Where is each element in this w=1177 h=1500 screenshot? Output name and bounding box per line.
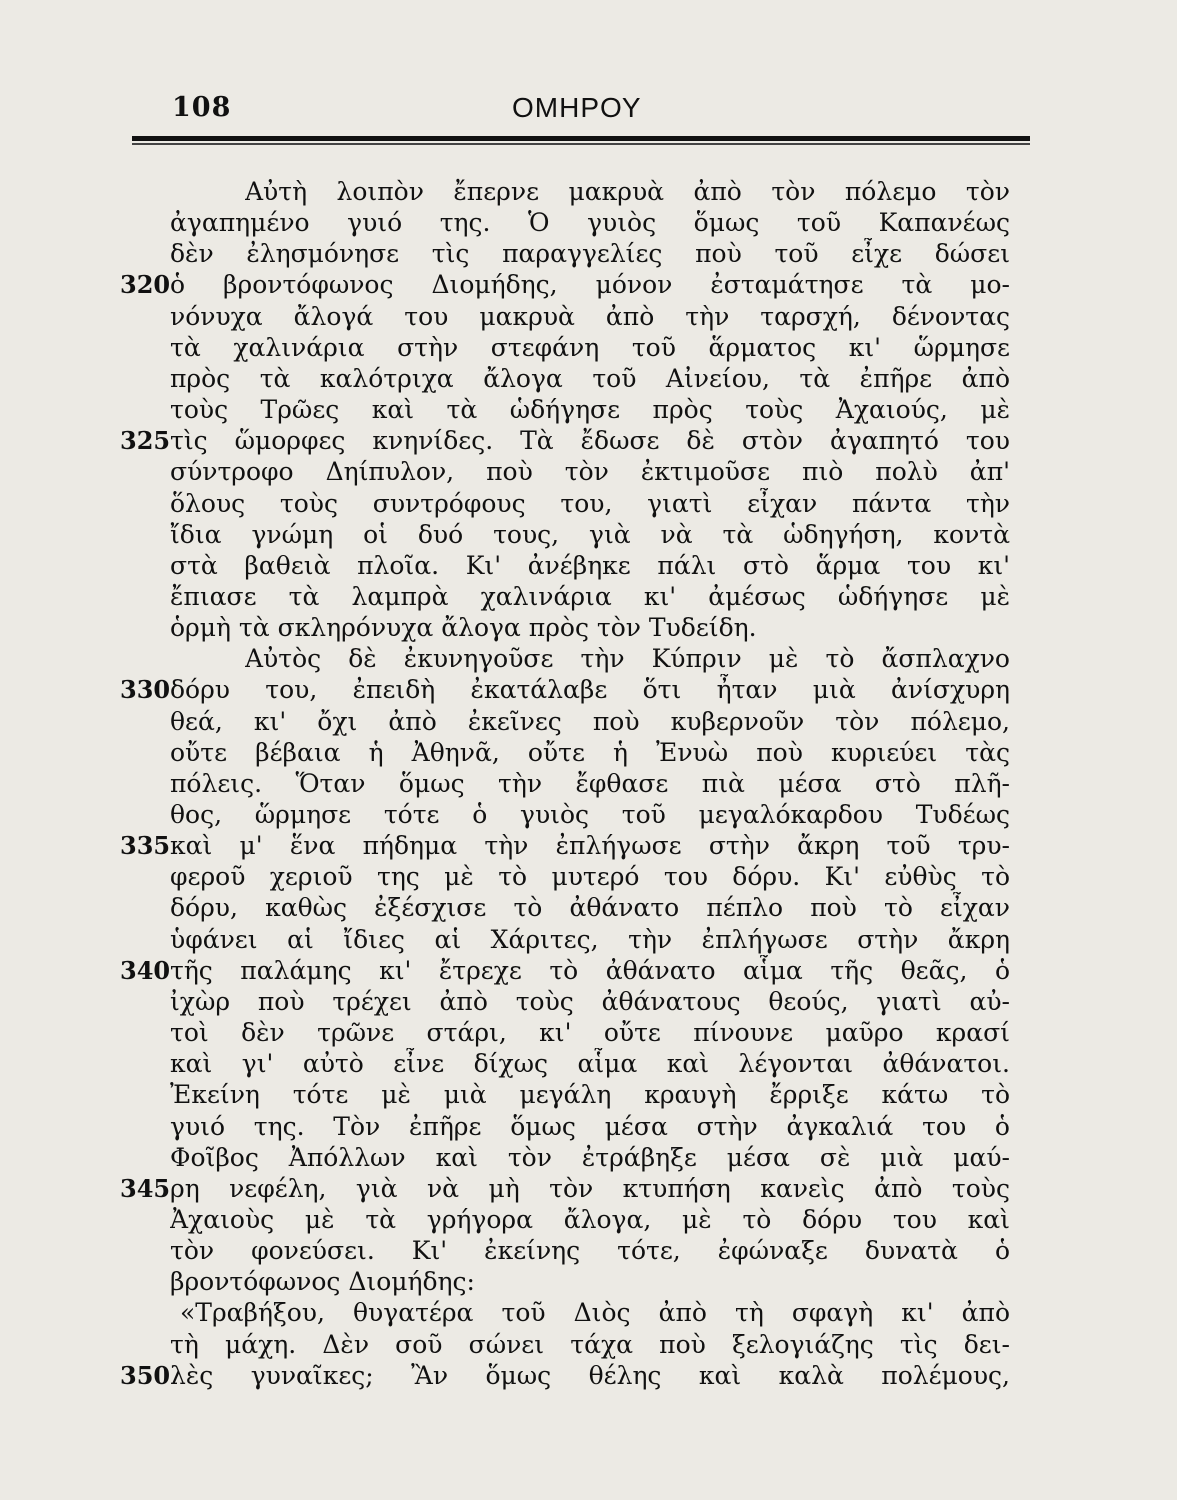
line-text: φεροῦ χεριοῦ της μὲ τὸ μυτερό του δόρυ. Κι' εὐθὺς τὸ (170, 862, 1010, 892)
text-line (0, 643, 1177, 675)
line-text: γυιό της. Τὸν ἐπῆρε ὅμως μέσα στὴν ἀγκαλιά του ὁ (170, 1111, 1010, 1141)
line-text: Αὐτὸς δὲ ἐκυνηγοῦσε τὴν Κύπριν μὲ τὸ ἄσπλαχνο (245, 644, 1010, 674)
verse-number: 345 (120, 1173, 171, 1203)
line-text: βροντόφωνος Διομήδης: (170, 1267, 475, 1297)
text-line (0, 1360, 1177, 1392)
text-line (0, 1079, 1177, 1111)
text-line (0, 768, 1177, 800)
line-text: ὑφάνει αἱ ἴδιες αἱ Χάριτες, τὴν ἐπλήγωσε στὴν ἄκρη (170, 924, 1010, 954)
line-text: Φοῖβος Ἀπόλλων καὶ τὸν ἐτράβηξε μέσα σὲ μιὰ μαύ- (170, 1142, 1010, 1172)
line-text: Ἀχαιοὺς μὲ τὰ γρήγορα ἄλογα, μὲ τὸ δόρυ του καὶ (170, 1204, 1010, 1234)
line-text: Αὐτὴ λοιπὸν ἔπερνε μακρυὰ ἀπὸ τὸν πόλεμο τὸν (245, 177, 1010, 206)
text-line (0, 1048, 1177, 1080)
text-line (0, 456, 1177, 488)
text-line (0, 1329, 1177, 1361)
text-line (0, 1204, 1177, 1236)
text-line (0, 176, 1177, 208)
text-line (0, 581, 1177, 613)
line-text: τὸν φονεύσει. Κι' ἐκείνης τότε, ἐφώναξε δυνατὰ ὁ (170, 1236, 1010, 1266)
text-line (0, 799, 1177, 831)
line-text: τοὺς Τρῶες καὶ τὰ ὡδήγησε πρὸς τοὺς Ἀχαιούς, μὲ (170, 395, 1010, 425)
verse-number: 325 (120, 426, 171, 456)
text-line (0, 519, 1177, 551)
line-text: Ἐκείνη τότε μὲ μιὰ μεγάλη κραυγὴ ἔρριξε κάτω τὸ (170, 1080, 1010, 1110)
verse-number: 335 (120, 831, 171, 861)
line-text: σύντροφο Δηίπυλον, ποὺ τὸν ἐκτιμοῦσε πιὸ πολὺ ἀπ' (170, 457, 1010, 487)
line-text: λὲς γυναῖκες; Ἂν ὅμως θέλης καὶ καλὰ πολέμους, (170, 1360, 1010, 1390)
line-text: «Τραβήξου, θυγατέρα τοῦ Διὸς ἀπὸ τὴ σφαγὴ κι' ἀπὸ (180, 1298, 1010, 1328)
text-line (0, 986, 1177, 1018)
line-text: θος, ὥρμησε τότε ὁ γυιὸς τοῦ μεγαλόκαρδου Τυδέως (170, 800, 1010, 829)
line-text: πρὸς τὰ καλότριχα ἄλογα τοῦ Αἰνείου, τὰ ἐπῆρε ἀπὸ (170, 363, 1010, 393)
text-line (0, 301, 1177, 333)
line-text: ἀγαπημένο γυιό της. Ὁ γυιὸς ὅμως τοῦ Καπανέως (170, 208, 1010, 238)
line-text: νόνυχα ἄλογά του μακρυὰ ἀπὸ τὴν ταρσχή, δένοντας (170, 301, 1010, 331)
line-text: ἴδια γνώμη οἱ δυό τους, γιὰ νὰ τὰ ὡδηγήση, κοντὰ (170, 519, 1010, 549)
text-line (0, 1173, 1177, 1205)
verse-number: 320 (120, 270, 171, 300)
line-text: ὁ βροντόφωνος Διομήδης, μόνον ἐσταμάτησε τὰ μο- (170, 270, 1010, 300)
header-rule-thin (132, 143, 1030, 145)
line-text: ὁρμὴ τὰ σκληρόνυχα ἄλογα πρὸς τὸν Τυδείδη. (170, 613, 757, 643)
line-text: τὴ μάχη. Δὲν σοῦ σώνει τάχα ποὺ ξελογιάζης τὶς δει- (170, 1329, 1010, 1359)
text-line (0, 1142, 1177, 1174)
verse-number: 330 (120, 675, 171, 705)
line-text: ἔπιασε τὰ λαμπρὰ χαλινάρια κι' ἀμέσως ὡδήγησε μὲ (170, 581, 1010, 611)
text-line (0, 1297, 1177, 1329)
text-line (0, 924, 1177, 956)
line-text: ὅλους τοὺς συντρόφους του, γιατὶ εἶχαν πάντα τὴν (170, 488, 1010, 518)
text-line (0, 1235, 1177, 1267)
page-number: 108 (172, 92, 232, 123)
text-line (0, 488, 1177, 520)
verse-number: 340 (120, 955, 171, 985)
line-text: καὶ μ' ἕνα πήδημα τὴν ἐπλήγωσε στὴν ἄκρη τοῦ τρυ- (170, 831, 1010, 861)
text-line (0, 207, 1177, 239)
text-line (0, 737, 1177, 769)
line-text: δόρυ, καθὼς ἐξέσχισε τὸ ἀθάνατο πέπλο ποὺ τὸ εἶχαν (170, 893, 1010, 923)
text-line (0, 892, 1177, 924)
text-line (0, 674, 1177, 706)
text-line (0, 269, 1177, 301)
line-text: τῆς παλάμης κι' ἔτρεχε τὸ ἀθάνατο αἷμα τῆς θεᾶς, ὁ (170, 955, 1010, 985)
line-text: δόρυ του, ἐπειδὴ ἐκατάλαβε ὅτι ἦταν μιὰ ἀνίσχυρη (170, 675, 1010, 705)
text-line (0, 332, 1177, 364)
text-line (0, 550, 1177, 582)
text-line (0, 238, 1177, 270)
text-line (0, 394, 1177, 426)
header-rule (132, 136, 1030, 141)
text-line (0, 425, 1177, 457)
text-line (0, 1266, 1177, 1298)
running-head: ΟΜΗΡΟΥ (512, 92, 642, 123)
line-text: τὰ χαλινάρια στὴν στεφάνη τοῦ ἅρματος κι' ὥρμησε (170, 332, 1010, 362)
text-line (0, 706, 1177, 738)
line-text: δὲν ἐλησμόνησε τὶς παραγγελίες ποὺ τοῦ εἶχε δώσει (170, 239, 1010, 269)
line-text: ἰχὼρ ποὺ τρέχει ἀπὸ τοὺς ἀθάνατους θεούς, γιατὶ αὐ- (170, 986, 1010, 1016)
line-text: πόλεις. Ὅταν ὅμως τὴν ἔφθασε πιὰ μέσα στὸ πλῆ- (170, 768, 1010, 798)
text-line (0, 955, 1177, 987)
line-text: καὶ γι' αὐτὸ εἶνε δίχως αἷμα καὶ λέγονται ἀθάνατοι. (170, 1049, 1010, 1079)
line-text: ρη νεφέλη, γιὰ νὰ μὴ τὸν κτυπήση κανεὶς ἀπὸ τοὺς (170, 1173, 1010, 1203)
verse-number: 350 (120, 1360, 171, 1390)
text-line (0, 830, 1177, 862)
text-line (0, 861, 1177, 893)
text-line (0, 1017, 1177, 1049)
line-text: τὶς ὥμορφες κνηνίδες. Τὰ ἔδωσε δὲ στὸν ἀγαπητό του (170, 426, 1010, 456)
line-text: οὔτε βέβαια ἡ Ἀθηνᾶ, οὔτε ἡ Ἐνυὼ ποὺ κυριεύει τὰς (170, 737, 1010, 767)
line-text: θεά, κι' ὄχι ἀπὸ ἐκεῖνες ποὺ κυβερνοῦν τὸν πόλεμο, (170, 706, 1010, 736)
text-line (0, 612, 1177, 644)
text-line (0, 363, 1177, 395)
line-text: τοὶ δὲν τρῶνε στάρι, κι' οὔτε πίνουνε μαῦρο κρασί (170, 1018, 1010, 1048)
text-line (0, 1111, 1177, 1143)
line-text: στὰ βαθειὰ πλοῖα. Κι' ἀνέβηκε πάλι στὸ ἅρμα του κι' (170, 550, 1010, 580)
